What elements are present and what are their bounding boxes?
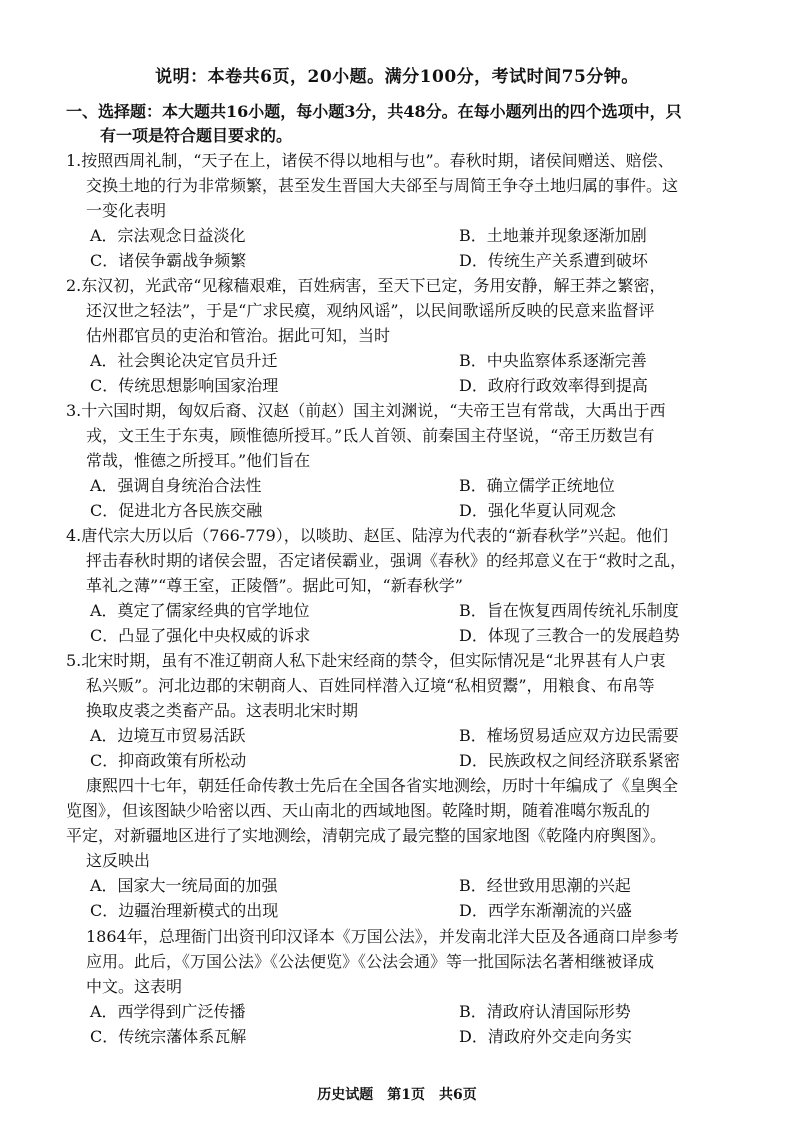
option-c[interactable]: C．促进北方各民族交融 — [90, 501, 263, 520]
option-b[interactable]: B．中央监察体系逐渐完善 — [459, 351, 647, 370]
question-stem-line: 康熙四十七年，朝廷任命传教士先后在全国各省实地测绘，历时十年编成了《皇舆全 — [86, 776, 679, 795]
question-stem-line: 十六国时期，匈奴后裔、汉赵（前赵）国主刘渊说，“夫帝王岂有常哉，大禹出于西 — [81, 401, 666, 420]
option-b[interactable]: B．榷场贸易适应双方边民需要 — [459, 726, 679, 745]
answer-options — [66, 473, 746, 523]
question-stem-line: 估州郡官员的吏治和管治。据此可知，当时 — [86, 326, 391, 345]
answer-options — [66, 598, 746, 648]
option-b[interactable]: B．清政府认清国际形势 — [459, 1002, 631, 1021]
question-5 — [66, 648, 746, 773]
question-stem-line: 交换土地的行为非常频繁，甚至发生晋国大夫郤至与周简王争夺土地归属的事件。这 — [86, 176, 679, 195]
question-stem-line: 戎，文王生于东夷，顾惟德所授耳。”氐人首领、前秦国主苻坚说，“帝王历数岂有 — [86, 426, 655, 445]
question-3 — [66, 398, 746, 523]
question-stem-line: 按照西周礼制，“天子在上，诸侯不得以地相与也”。春秋时期，诸侯间赠送、赔偿、 — [81, 151, 674, 170]
question-6 — [66, 773, 746, 923]
option-b[interactable]: B．经世致用思潮的兴起 — [459, 876, 631, 895]
exam-instructions: 说明：本卷共6页，20小题。满分100分，考试时间75分钟。 — [155, 67, 639, 87]
question-1 — [66, 148, 746, 273]
section-heading-line-1: 一、选择题：本大题共16小题，每小题3分，共48分。在每小题列出的四个选项中，只 — [66, 102, 682, 121]
option-d[interactable]: D．西学东渐潮流的兴盛 — [459, 901, 632, 920]
option-b[interactable]: B．土地兼并现象逐渐加剧 — [459, 226, 647, 245]
page-footer: 历史试题 第1页 共6页 — [317, 1087, 477, 1103]
question-stem-line: 1864年，总理衙门出资刊印汉译本《万国公法》，并发南北洋大臣及各通商口岸参考 — [86, 927, 679, 946]
option-d[interactable]: D．体现了三教合一的发展趋势 — [459, 626, 680, 645]
question-4 — [66, 523, 746, 648]
option-c[interactable]: C．诸侯争霸战争频繁 — [90, 251, 247, 270]
question-stem-line: 中文。这表明 — [86, 977, 183, 996]
option-c[interactable]: C．抑商政策有所松动 — [90, 751, 247, 770]
question-stem-line: 常哉，惟德之所授耳。”他们旨在 — [86, 451, 311, 470]
answer-options — [66, 723, 746, 773]
option-a[interactable]: A．强调自身统治合法性 — [90, 476, 262, 495]
question-stem-line: 抨击春秋时期的诸侯会盟，否定诸侯霸业，强调《春秋》的经邦意义在于“救时之乱， — [86, 551, 687, 570]
option-c[interactable]: C．传统宗藩体系瓦解 — [90, 1027, 247, 1046]
option-a[interactable]: A．社会舆论决定官员升迁 — [90, 351, 278, 370]
option-a[interactable]: A．国家大一统局面的加强 — [90, 876, 278, 895]
question-stem-line: 这反映出 — [86, 851, 151, 870]
option-a[interactable]: A．西学得到广泛传播 — [90, 1002, 246, 1021]
option-a[interactable]: A．奠定了儒家经典的官学地位 — [90, 601, 310, 620]
option-d[interactable]: D．传统生产关系遭到破坏 — [459, 251, 648, 270]
question-number: 2. — [66, 276, 82, 295]
question-2 — [66, 273, 746, 398]
question-stem-line: 一变化表明 — [86, 201, 167, 220]
option-d[interactable]: D．民族政权之间经济联系紧密 — [459, 751, 680, 770]
section-heading-line-2: 有一项是符合题目要求的。 — [100, 126, 293, 145]
question-stem-line: 北宋时期，虽有不准辽朝商人私下赴宋经商的禁令，但实际情况是“北界甚有人户衷 — [81, 651, 666, 670]
answer-options — [66, 223, 746, 273]
question-stem-line: 应用。此后，《万国公法》《公法便览》《公法会通》等一批国际法名著相继被译成 — [86, 952, 655, 971]
option-d[interactable]: D．强化华夏认同观念 — [459, 501, 616, 520]
option-c[interactable]: C．传统思想影响国家治理 — [90, 376, 279, 395]
option-d[interactable]: D．政府行政效率得到提高 — [459, 376, 648, 395]
option-d[interactable]: D．清政府外交走向务实 — [459, 1027, 632, 1046]
question-stem-line: 平定，对新疆地区进行了实地测绘，清朝完成了最完整的国家地图《乾隆内府舆图》。 — [66, 826, 667, 845]
option-c[interactable]: C．凸显了强化中央权威的诉求 — [90, 626, 311, 645]
question-stem-line: 唐代宗大历以后（766-779），以啖助、赵匡、陆淳为代表的“新春秋学”兴起。他们 — [81, 526, 669, 545]
option-b[interactable]: B．旨在恢复西周传统礼乐制度 — [459, 601, 679, 620]
answer-options — [66, 348, 746, 398]
option-a[interactable]: A．宗法观念日益淡化 — [90, 226, 246, 245]
question-stem-line: 还汉世之轻法”，于是“广求民瘼，观纳风谣”，以民间歌谣所反映的民意来监督评 — [86, 301, 655, 320]
question-stem-line: 换取皮裘之类畜产品。这表明北宋时期 — [86, 701, 359, 720]
question-number: 3. — [66, 401, 82, 420]
option-c[interactable]: C．边疆治理新模式的出现 — [90, 901, 279, 920]
answer-options — [66, 873, 746, 923]
question-stem-line: 私兴贩”。河北边郡的宋朝商人、百姓同样潜入辽境“私相贸鬻”，用粮食、布帛等 — [86, 676, 655, 695]
section-heading — [66, 100, 746, 148]
answer-options — [66, 999, 746, 1049]
question-7 — [66, 924, 746, 1049]
question-number: 1. — [66, 151, 82, 170]
question-stem-line: 革礼之薄”“尊王室，正陵僭”。据此可知，“新春秋学” — [86, 576, 463, 595]
option-b[interactable]: B．确立儒学正统地位 — [459, 476, 615, 495]
question-stem-line: 东汉初，光武帝“见稼穑艰难，百姓病害，至天下已定，务用安静，解王莽之繁密， — [81, 276, 666, 295]
question-number: 4. — [66, 526, 82, 545]
option-a[interactable]: A．边境互市贸易活跃 — [90, 726, 246, 745]
question-stem-line: 览图》，但该图缺少哈密以西、天山南北的西域地图。乾隆时期，随着准噶尔叛乱的 — [66, 801, 651, 820]
question-number: 5. — [66, 651, 82, 670]
